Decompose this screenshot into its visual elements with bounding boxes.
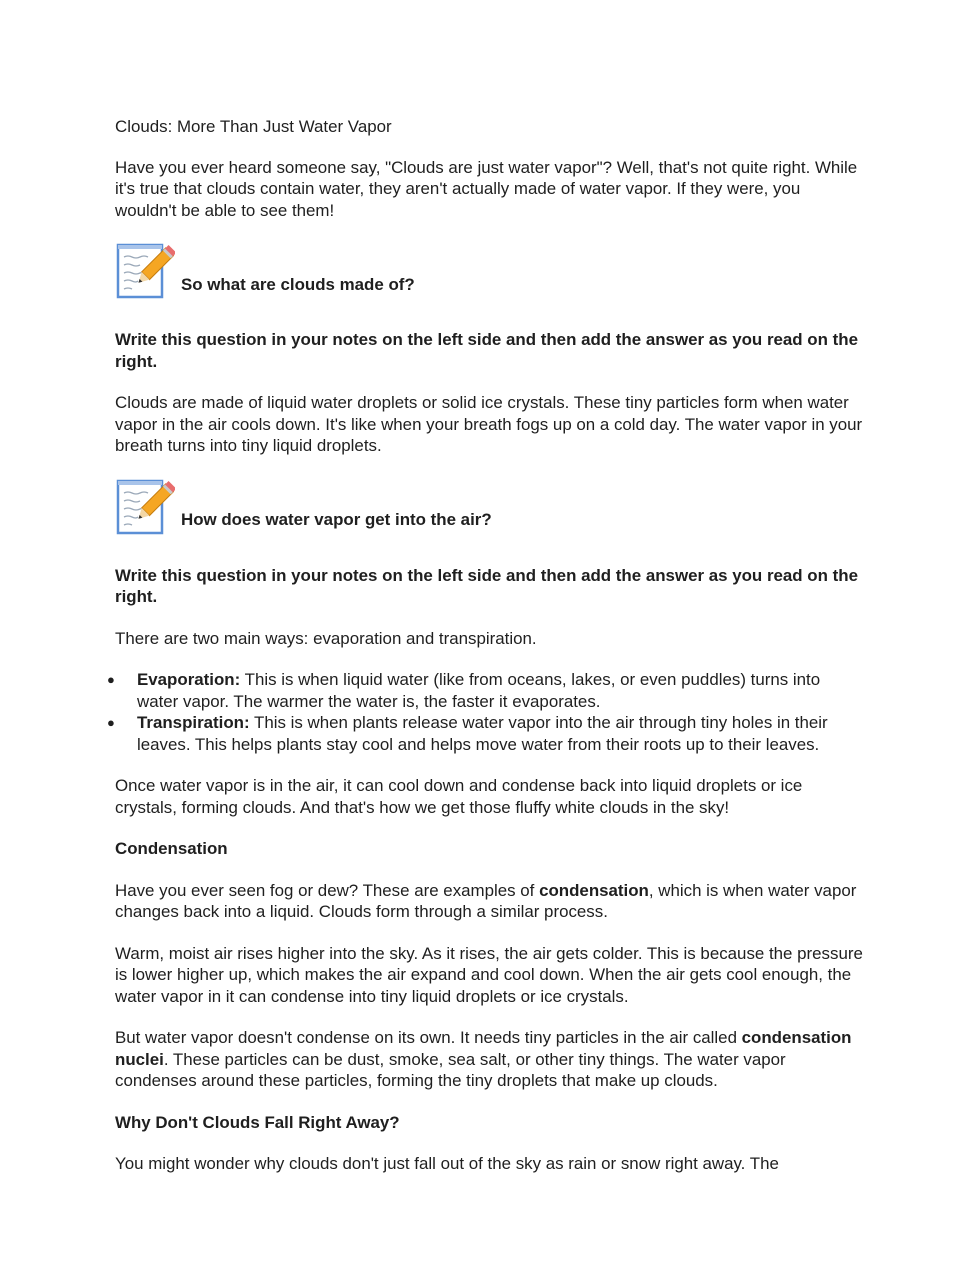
instruction-2: Write this question in your notes on the left side and then add the answer as you read on the right. bbox=[115, 565, 858, 606]
question-2-text: How does water vapor get into the air? bbox=[181, 510, 492, 529]
why-paragraph-1: You might wonder why clouds don't just fall out of the sky as rain or snow right away. The bbox=[115, 1154, 779, 1173]
bullet-text: This is when plants release water vapor into the air through tiny holes in their leaves. This helps plants stay cool and helps move water from their roots up to their leaves. bbox=[137, 713, 828, 754]
closing-paragraph: Once water vapor is in the air, it can cool down and condense back into liquid droplets or ice crystals, forming clouds. And that's how we get those fluffy white clouds in the sky! bbox=[115, 776, 803, 817]
condensation-paragraph-1: Have you ever seen fog or dew? These are examples of condensation, which is when water vapor changes back into a liquid. Clouds form through a similar process. bbox=[115, 880, 857, 921]
bullet-term: Transpiration: bbox=[137, 713, 250, 732]
list-item bbox=[115, 712, 865, 755]
instruction-1: Write this question in your notes on the left side and then add the answer as you read on the right. bbox=[115, 330, 858, 371]
document-page bbox=[115, 116, 865, 1195]
question-row-1 bbox=[115, 241, 865, 301]
document-title: Clouds: More Than Just Water Vapor bbox=[115, 117, 392, 136]
memo-pencil-icon bbox=[115, 477, 175, 537]
why-heading: Why Don't Clouds Fall Right Away? bbox=[115, 1112, 400, 1132]
question-row-2 bbox=[115, 477, 865, 537]
condensation-paragraph-2: Warm, moist air rises higher into the sky. As it rises, the air gets colder. This is because the pressure is lower higher up, which makes the air expand and cool down. When the air gets cool enough, the water vapor in it can condense into tiny liquid droplets or ice crystals. bbox=[115, 943, 863, 1006]
answer-1-paragraph: Clouds are made of liquid water droplets or solid ice crystals. These tiny particles form when water vapor in the air cools down. It's like when your breath fogs up on a cold day. The water vapor in your breath turns into tiny liquid droplets. bbox=[115, 393, 863, 455]
bullet-term: Evaporation: bbox=[137, 670, 241, 689]
lead-paragraph: There are two main ways: evaporation and transpiration. bbox=[115, 628, 537, 648]
question-1-text: So what are clouds made of? bbox=[181, 274, 415, 294]
bullet-list bbox=[115, 669, 865, 755]
bullet-text: This is when liquid water (like from oceans, lakes, or even puddles) turns into water vapor. The warmer the water is, the faster it evaporates. bbox=[137, 670, 821, 711]
list-item bbox=[115, 669, 865, 712]
condensation-heading: Condensation bbox=[115, 839, 228, 858]
memo-pencil-icon bbox=[115, 241, 175, 301]
intro-paragraph: Have you ever heard someone say, "Clouds are just water vapor"? Well, that's not quite right. While it's true that clouds contain water, they aren't actually made of water vapor. If they were, you wouldn't be able to see them! bbox=[115, 157, 858, 220]
condensation-paragraph-3: But water vapor doesn't condense on its own. It needs tiny particles in the air called condensation nuclei. These particles can be dust, smoke, sea salt, or other tiny things. The water vapor condenses around these particles, forming the tiny droplets that make up clouds. bbox=[115, 1028, 852, 1090]
